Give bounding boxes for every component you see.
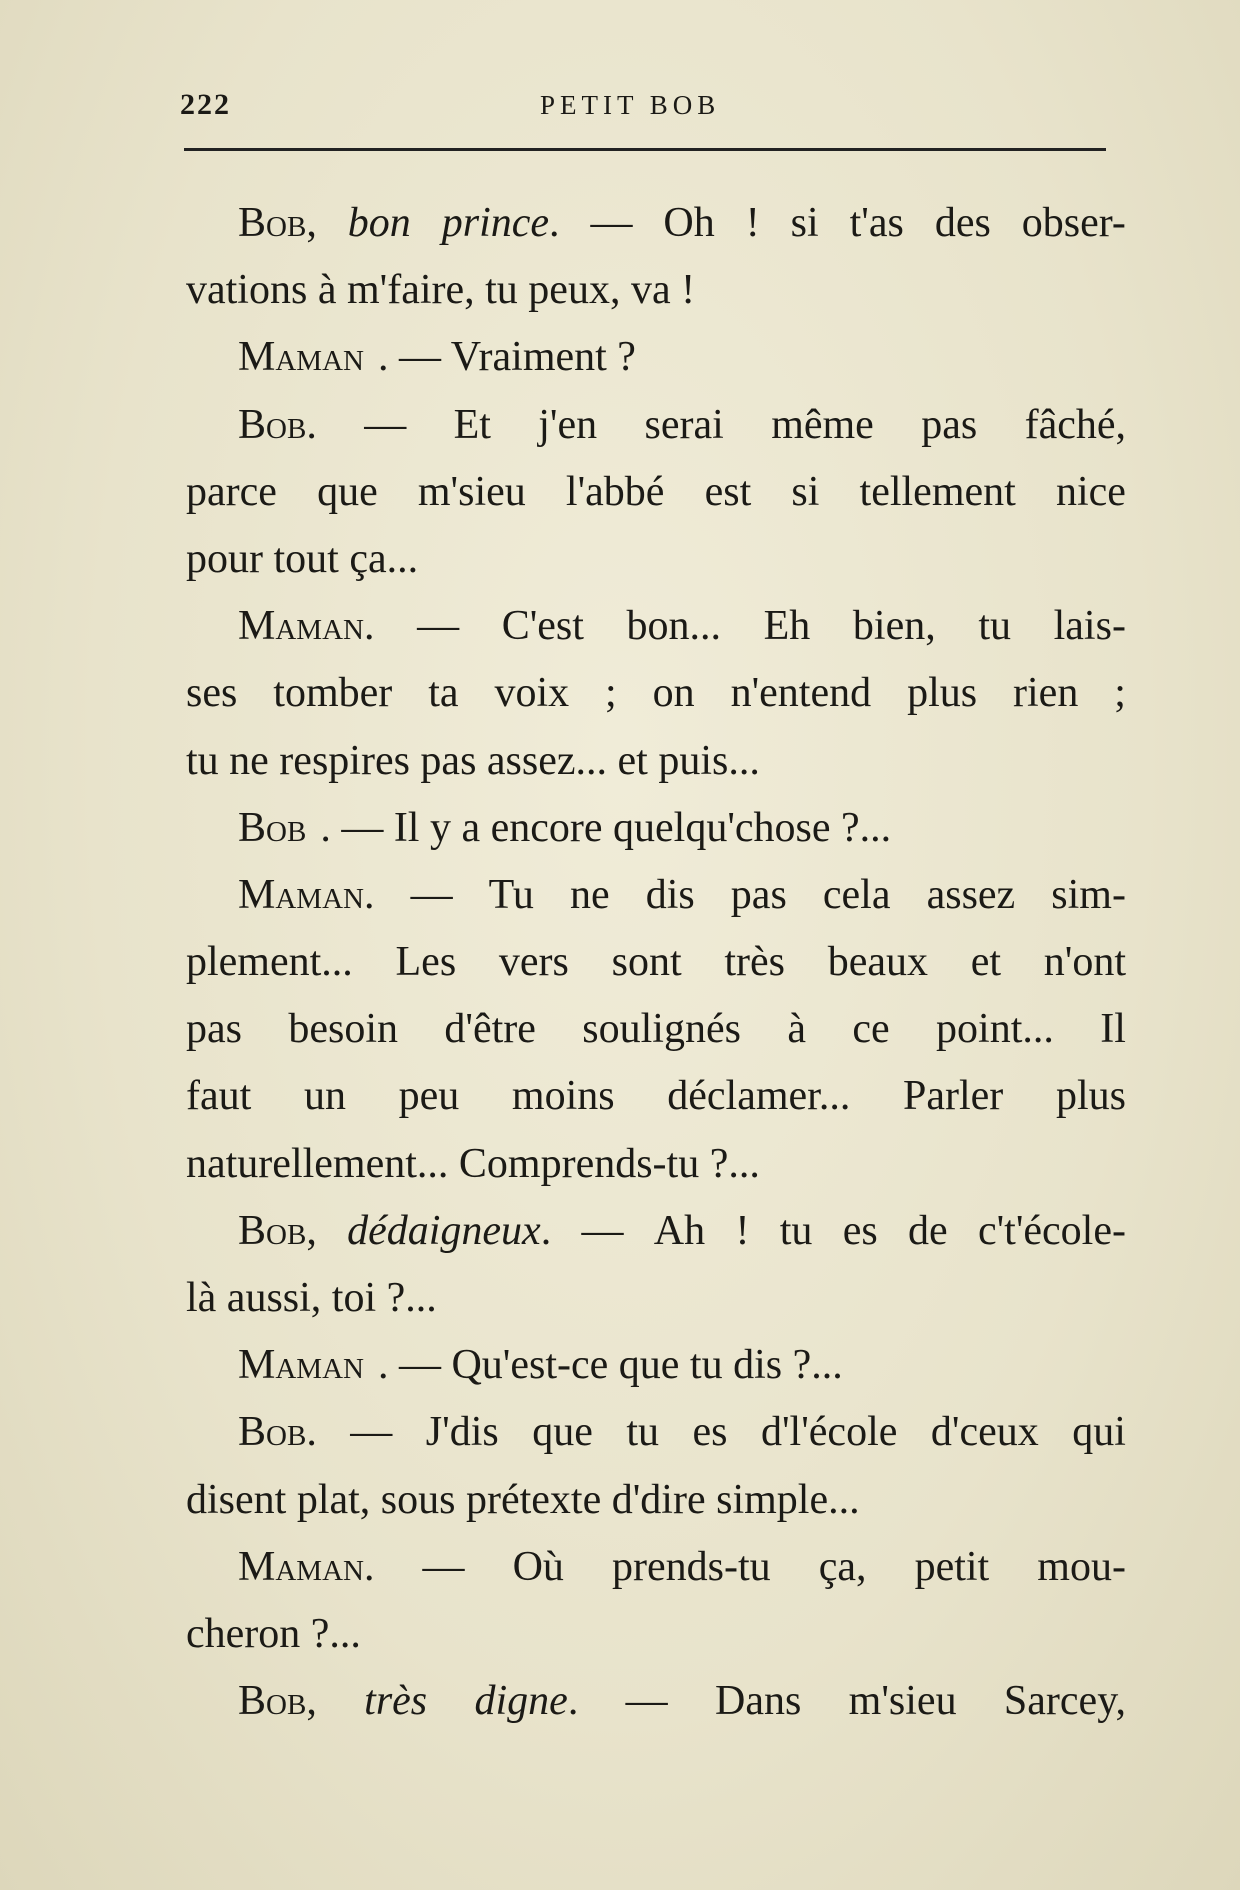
- text-line-content: [238, 795, 891, 862]
- word: [444, 996, 536, 1063]
- word: [612, 1534, 771, 1601]
- word: [532, 1399, 593, 1466]
- word: [273, 660, 392, 727]
- line-text: ne: [569, 871, 610, 918]
- text-line: [186, 1601, 1126, 1668]
- line-text: pas: [186, 1006, 242, 1053]
- line-text: sim-: [1051, 871, 1126, 918]
- stage-direction: dédaigneux: [347, 1207, 541, 1254]
- word: [494, 660, 569, 727]
- line-text: Parler: [903, 1073, 1004, 1120]
- word: [475, 1668, 579, 1735]
- line-text: très: [724, 939, 785, 986]
- line-text: .: [363, 1543, 375, 1590]
- speaker-name: Bob: [238, 1409, 307, 1456]
- line-text: —: [350, 1409, 393, 1456]
- word: [1100, 996, 1126, 1063]
- word: [238, 1399, 317, 1466]
- text-line: [186, 660, 1126, 727]
- word: [582, 996, 741, 1063]
- word: [771, 392, 874, 459]
- line-text: es: [692, 1409, 728, 1456]
- text-line: [186, 190, 1126, 257]
- line-text: à: [787, 1006, 806, 1053]
- line-text: —: [590, 200, 633, 246]
- word: [186, 459, 277, 526]
- word: [348, 190, 411, 257]
- word: [850, 190, 904, 257]
- line-text: .: [363, 871, 375, 918]
- text-line: [186, 1131, 1126, 1198]
- line-text: J'dis: [425, 1409, 499, 1456]
- line-text: besoin: [288, 1006, 399, 1053]
- line-text: ,: [306, 200, 317, 246]
- word: [186, 996, 242, 1063]
- word: [1004, 1668, 1126, 1735]
- speaker-name: Bob: [238, 200, 307, 246]
- word: [418, 459, 526, 526]
- word: [502, 593, 584, 660]
- line-text: j'en: [538, 401, 598, 448]
- line-text: tomber: [273, 670, 393, 717]
- line-text: voix: [494, 670, 570, 717]
- text-line: [186, 728, 1126, 795]
- word: [828, 929, 928, 996]
- text-line: [186, 1534, 1126, 1601]
- line-text: . — Il y a encore quelqu'chose ?...: [320, 804, 892, 851]
- line-text: .: [540, 1207, 552, 1254]
- line-text: obser-: [1021, 200, 1126, 246]
- line-text: cheron ?...: [186, 1610, 361, 1657]
- word: [417, 593, 459, 660]
- word: [936, 996, 1054, 1063]
- line-text: ses: [186, 670, 238, 717]
- line-text: ;: [1114, 670, 1126, 717]
- word: [513, 1534, 564, 1601]
- line-text: parce: [186, 468, 277, 515]
- word: [791, 459, 819, 526]
- line-text: tu: [779, 1207, 813, 1254]
- speaker-name: Maman: [238, 603, 364, 650]
- line-text: .: [549, 200, 560, 246]
- line-text: Et: [453, 401, 491, 448]
- speaker-name: Maman: [238, 1342, 364, 1389]
- text-line: [186, 392, 1126, 459]
- page-header: [180, 88, 1110, 128]
- line-text: pour tout ça...: [186, 535, 419, 582]
- line-text: qui: [1072, 1409, 1126, 1456]
- word: [1072, 1399, 1126, 1466]
- word: [364, 1668, 427, 1735]
- line-text: vers: [498, 939, 569, 986]
- word: [566, 459, 665, 526]
- line-text: . — Qu'est-ce que tu dis ?...: [377, 1342, 843, 1389]
- word: [238, 862, 374, 929]
- line-text: peu: [398, 1073, 460, 1120]
- word: [823, 862, 891, 929]
- line-text: d'l'école: [760, 1409, 898, 1456]
- running-title: PETIT BOB: [540, 90, 721, 120]
- word: [570, 862, 610, 929]
- word: [1025, 392, 1126, 459]
- line-text: plus: [907, 670, 978, 717]
- line-text: Tu: [488, 871, 534, 918]
- stage-direction: très: [364, 1678, 428, 1725]
- word: [626, 1668, 668, 1735]
- line-text: —: [422, 1543, 465, 1590]
- word: [538, 392, 597, 459]
- line-text: m'sieu: [417, 468, 526, 515]
- line-text: ta: [428, 670, 459, 717]
- word: [238, 593, 374, 660]
- word: [907, 660, 977, 727]
- word: [626, 1399, 659, 1466]
- word: [1114, 660, 1126, 727]
- line-text: ;: [605, 670, 617, 717]
- word: [1044, 929, 1126, 996]
- text-line: [186, 1467, 1126, 1534]
- line-text: bon...: [626, 603, 722, 650]
- word: [852, 996, 889, 1063]
- line-text: ,: [306, 1207, 317, 1254]
- word: [350, 1399, 392, 1466]
- line-text: faut: [186, 1073, 252, 1120]
- word: [489, 862, 534, 929]
- word: [764, 593, 811, 660]
- word: [442, 190, 560, 257]
- body-text: [186, 190, 1126, 1735]
- line-text: Où: [512, 1543, 564, 1590]
- line-text: —: [410, 871, 453, 918]
- line-text: sont: [611, 939, 682, 986]
- line-text: n'entend: [730, 670, 872, 717]
- text-line: [186, 257, 1126, 324]
- line-text: !: [745, 200, 760, 246]
- text-line: [186, 1668, 1126, 1735]
- line-text: nice: [1055, 468, 1126, 515]
- line-text: on: [652, 670, 695, 717]
- line-text: plus: [1055, 1073, 1126, 1120]
- line-text: .: [567, 1678, 579, 1725]
- word: [499, 929, 569, 996]
- line-text: c't'école-: [977, 1207, 1126, 1254]
- line-text: moins: [511, 1073, 615, 1120]
- line-text: déclamer...: [667, 1073, 851, 1120]
- line-text: ça,: [818, 1543, 867, 1590]
- line-text: —: [417, 603, 460, 650]
- word: [915, 1534, 990, 1601]
- line-text: m'sieu: [848, 1678, 957, 1725]
- line-text: Il: [1100, 1006, 1126, 1053]
- word: [705, 459, 752, 526]
- line-text: Oh: [663, 200, 715, 246]
- line-text: serai: [644, 401, 724, 448]
- line-text: disent plat, sous prétexte d'dire simple...: [186, 1476, 860, 1523]
- word: [1022, 190, 1126, 257]
- word: [663, 190, 714, 257]
- line-text: même: [771, 401, 874, 448]
- text-line: [186, 996, 1126, 1063]
- line-text: d'ceux: [930, 1409, 1039, 1456]
- word: [1037, 1534, 1126, 1601]
- line-text: beaux: [827, 939, 928, 986]
- word: [512, 1063, 615, 1130]
- page-number: 222: [180, 88, 231, 121]
- word: [715, 1668, 801, 1735]
- text-line: [186, 1332, 1126, 1399]
- word: [931, 1399, 1039, 1466]
- line-text: .: [363, 603, 375, 650]
- word: [186, 660, 237, 727]
- line-text: tu: [626, 1409, 660, 1456]
- line-text: pas: [921, 401, 978, 448]
- word: [238, 190, 317, 257]
- line-text: de: [908, 1207, 948, 1254]
- stage-direction: prince: [441, 200, 550, 246]
- word: [1056, 1063, 1126, 1130]
- word: [903, 1063, 1003, 1130]
- word: [645, 392, 724, 459]
- speaker-name: Bob: [238, 804, 307, 851]
- word: [735, 1198, 749, 1265]
- text-line: [186, 593, 1126, 660]
- word: [746, 190, 760, 257]
- line-text: là aussi, toi ?...: [186, 1275, 437, 1321]
- word: [1051, 862, 1126, 929]
- word: [288, 996, 398, 1063]
- line-text: Sarcey,: [1003, 1678, 1126, 1725]
- text-line-content: [186, 1265, 437, 1332]
- word: [921, 392, 977, 459]
- word: [454, 392, 491, 459]
- word: [927, 862, 1016, 929]
- line-text: dis: [645, 871, 695, 918]
- word: [347, 1198, 551, 1265]
- line-text: prends-tu: [612, 1543, 771, 1590]
- text-line: [186, 459, 1126, 526]
- text-line-content: [186, 1131, 760, 1198]
- word: [1056, 459, 1126, 526]
- word: [731, 862, 787, 929]
- word: [411, 862, 453, 929]
- word: [186, 1063, 251, 1130]
- text-line-content: [186, 1467, 860, 1534]
- line-text: et: [970, 939, 1002, 986]
- line-text: Eh: [763, 603, 811, 650]
- word: [1013, 660, 1078, 727]
- text-line: [186, 1265, 1126, 1332]
- text-line: [186, 862, 1126, 929]
- line-text: n'ont: [1043, 939, 1126, 986]
- line-text: tu ne respires pas assez... et puis...: [186, 737, 760, 784]
- word: [627, 593, 722, 660]
- word: [693, 1399, 728, 1466]
- line-text: plement...: [186, 939, 353, 986]
- word: [582, 1198, 624, 1265]
- word: [238, 1534, 374, 1601]
- line-text: es: [842, 1207, 878, 1254]
- word: [399, 1063, 460, 1130]
- text-line: [186, 929, 1126, 996]
- line-text: lais-: [1053, 603, 1126, 650]
- word: [791, 190, 819, 257]
- line-text: l'abbé: [565, 468, 665, 515]
- word: [654, 1198, 705, 1265]
- word: [761, 1399, 897, 1466]
- line-text: si: [791, 468, 820, 515]
- line-text: cela: [822, 871, 891, 918]
- line-text: point...: [936, 1006, 1054, 1053]
- word: [186, 929, 353, 996]
- line-text: ce: [852, 1006, 890, 1053]
- speaker-name: Maman: [238, 334, 364, 381]
- word: [978, 593, 1011, 660]
- word: [653, 660, 695, 727]
- line-text: —: [364, 401, 407, 448]
- stage-direction: bon: [347, 200, 411, 246]
- line-text: un: [303, 1073, 346, 1120]
- word: [860, 459, 1016, 526]
- word: [971, 929, 1001, 996]
- word: [667, 1063, 850, 1130]
- line-text: .: [306, 1409, 317, 1456]
- speaker-name: Bob: [238, 1207, 307, 1254]
- line-text: vations à m'faire, tu peux, va !: [186, 267, 696, 314]
- line-text: mou-: [1037, 1543, 1126, 1590]
- word: [423, 1534, 465, 1601]
- line-text: . — Vraiment ?: [377, 334, 636, 381]
- word: [317, 459, 378, 526]
- word: [304, 1063, 346, 1130]
- word: [426, 1399, 499, 1466]
- line-text: que: [532, 1409, 593, 1456]
- word: [590, 190, 632, 257]
- word: [908, 1198, 948, 1265]
- line-text: tellement: [859, 468, 1016, 515]
- text-line: [186, 1399, 1126, 1466]
- line-text: rien: [1013, 670, 1079, 717]
- text-line: [186, 1198, 1126, 1265]
- stage-direction: digne: [474, 1678, 568, 1725]
- word: [787, 996, 806, 1063]
- line-text: —: [581, 1207, 624, 1254]
- text-line: [186, 526, 1126, 593]
- word: [238, 392, 317, 459]
- word: [724, 929, 785, 996]
- word: [843, 1198, 878, 1265]
- text-line: [186, 795, 1126, 862]
- line-text: bien,: [852, 603, 936, 650]
- line-text: Ah: [653, 1207, 706, 1254]
- word: [364, 392, 406, 459]
- line-text: d'être: [444, 1006, 536, 1053]
- speaker-name: Bob: [238, 1678, 307, 1725]
- word: [853, 593, 936, 660]
- line-text: .: [306, 401, 317, 448]
- line-text: assez: [926, 871, 1016, 918]
- text-line: [186, 324, 1126, 391]
- word: [819, 1534, 867, 1601]
- text-line-content: [186, 257, 695, 324]
- line-text: fâché,: [1024, 401, 1126, 448]
- word: [396, 929, 457, 996]
- text-line: [186, 1063, 1126, 1130]
- word: [780, 1198, 813, 1265]
- line-text: que: [317, 468, 378, 515]
- line-text: si: [790, 200, 819, 246]
- word: [238, 1198, 317, 1265]
- speaker-name: Maman: [238, 871, 364, 918]
- line-text: C'est: [501, 603, 584, 650]
- word: [935, 190, 991, 257]
- word: [1054, 593, 1126, 660]
- line-text: naturellement... Comprends-tu ?...: [186, 1140, 760, 1187]
- line-text: est: [704, 468, 752, 515]
- word: [731, 660, 872, 727]
- line-text: Dans: [715, 1678, 802, 1725]
- line-text: petit: [914, 1543, 990, 1590]
- text-line-content: [238, 1332, 843, 1399]
- word: [612, 929, 682, 996]
- line-text: soulignés: [582, 1006, 741, 1053]
- word: [605, 660, 617, 727]
- line-text: —: [625, 1678, 668, 1725]
- word: [646, 862, 695, 929]
- word: [428, 660, 458, 727]
- text-line-content: [186, 526, 418, 593]
- line-text: pas: [730, 871, 787, 918]
- word: [238, 1668, 317, 1735]
- header-rule: [184, 148, 1106, 151]
- line-text: t'as: [849, 200, 904, 246]
- word: [978, 1198, 1126, 1265]
- word: [849, 1668, 957, 1735]
- text-line-content: [238, 324, 636, 391]
- line-text: des: [934, 200, 991, 246]
- line-text: tu: [978, 603, 1012, 650]
- line-text: !: [735, 1207, 750, 1254]
- speaker-name: Maman: [238, 1543, 364, 1590]
- speaker-name: Bob: [238, 401, 307, 448]
- text-line-content: [186, 728, 760, 795]
- line-text: Les: [395, 939, 457, 986]
- text-line-content: [186, 1601, 361, 1668]
- line-text: ,: [306, 1678, 317, 1725]
